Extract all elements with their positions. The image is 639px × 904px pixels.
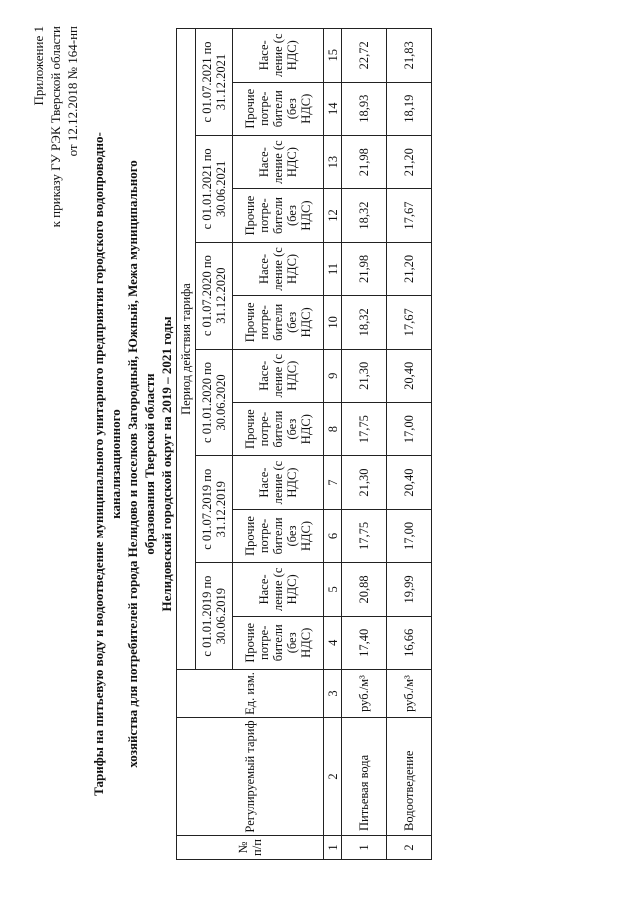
group-population-header: Насе-ление (с НДС) (233, 242, 324, 295)
tariff-value: 21,20 (387, 242, 432, 295)
tariff-value: 17,00 (387, 509, 432, 562)
column-number: 12 (324, 189, 342, 242)
tariff-value: 21,98 (342, 242, 387, 295)
tariff-value: 17,75 (342, 509, 387, 562)
period-header: с 01.01.2020 по 30.06.2020 (196, 349, 233, 456)
group-other-header: Прочие потре-бители (без НДС) (233, 189, 324, 242)
column-number: 10 (324, 296, 342, 349)
group-other-header: Прочие потре-бители (без НДС) (233, 616, 324, 669)
column-number: 9 (324, 349, 342, 402)
group-other-header: Прочие потре-бители (без НДС) (233, 296, 324, 349)
title-line-1: Тарифы на питьевую воду и водоотведение муниципального унитарного предприятия городского водопроводно-канализационного (91, 132, 123, 796)
tariff-value: 18,32 (342, 189, 387, 242)
column-number: 11 (324, 242, 342, 295)
tariff-value: 19,99 (387, 563, 432, 616)
row-number: 2 (387, 836, 432, 860)
column-number: 4 (324, 616, 342, 669)
group-other-header: Прочие потре-бители (без НДС) (233, 509, 324, 562)
appendix-block (30, 26, 81, 326)
column-number: 2 (324, 718, 342, 836)
tariff-value: 17,75 (342, 402, 387, 455)
tariff-value: 17,00 (387, 402, 432, 455)
tariff-value: 18,93 (342, 82, 387, 135)
column-number: 15 (324, 29, 342, 83)
column-number: 6 (324, 509, 342, 562)
tariff-value: 18,19 (387, 82, 432, 135)
tariff-value: 21,30 (342, 349, 387, 402)
tariff-value: 17,67 (387, 189, 432, 242)
column-number: 7 (324, 456, 342, 509)
header-unit: Ед. изм. (177, 670, 324, 718)
column-number: 8 (324, 402, 342, 455)
column-number: 5 (324, 563, 342, 616)
row-tariff-name: Водоотведение (387, 718, 432, 836)
header-period: Период действия тарифа (177, 29, 196, 670)
column-number: 1 (324, 836, 342, 860)
column-number: 3 (324, 670, 342, 718)
appendix-line-3: от 12.12.2018 № 164-нп (65, 26, 80, 157)
group-population-header: Насе-ление (с НДС) (233, 135, 324, 188)
table-row (342, 29, 387, 860)
appendix-line-1: Приложение 1 (31, 26, 46, 106)
group-other-header: Прочие потре-бители (без НДС) (233, 82, 324, 135)
row-unit: руб./м³ (342, 670, 387, 718)
period-header: с 01.07.2019 по 31.12.2019 (196, 456, 233, 563)
period-header: с 01.01.2019 по 30.06.2019 (196, 563, 233, 670)
document-title (90, 124, 175, 804)
period-header: с 01.07.2020 по 31.12.2020 (196, 242, 233, 349)
tariff-value: 17,40 (342, 616, 387, 669)
group-population-header: Насе-ление (с НДС) (233, 456, 324, 509)
row-unit: руб./м³ (387, 670, 432, 718)
tariff-value: 21,83 (387, 29, 432, 83)
tariff-table (176, 28, 432, 860)
table-row (387, 29, 432, 860)
group-population-header: Насе-ление (с НДС) (233, 563, 324, 616)
tariff-value: 18,32 (342, 296, 387, 349)
tariff-value: 17,67 (387, 296, 432, 349)
column-number: 13 (324, 135, 342, 188)
group-other-header: Прочие потре-бители (без НДС) (233, 402, 324, 455)
group-population-header: Насе-ление (с НДС) (233, 29, 324, 83)
tariff-value: 20,88 (342, 563, 387, 616)
tariff-value: 21,30 (342, 456, 387, 509)
row-number: 1 (342, 836, 387, 860)
title-line-2: хозяйства для потребителей города Нелидово и поселков Загородный, Южный, Межа муниципального образования Тверской области (125, 160, 157, 768)
tariff-value: 20,40 (387, 456, 432, 509)
tariff-value: 16,66 (387, 616, 432, 669)
title-line-3: Нелидовский городской округ на 2019 – 2021 годы (159, 316, 174, 612)
tariff-value: 21,20 (387, 135, 432, 188)
tariff-value: 21,98 (342, 135, 387, 188)
appendix-line-2: к приказу ГУ РЭК Тверской области (48, 26, 63, 228)
header-no: № п/п (177, 836, 324, 860)
tariff-value: 20,40 (387, 349, 432, 402)
period-header: с 01.01.2021 по 30.06.2021 (196, 135, 233, 242)
row-tariff-name: Питьевая вода (342, 718, 387, 836)
period-header: с 01.07.2021 по 31.12.2021 (196, 29, 233, 136)
group-population-header: Насе-ление (с НДС) (233, 349, 324, 402)
column-number: 14 (324, 82, 342, 135)
tariff-value: 22,72 (342, 29, 387, 83)
header-tariff: Регулируемый тариф (177, 718, 324, 836)
